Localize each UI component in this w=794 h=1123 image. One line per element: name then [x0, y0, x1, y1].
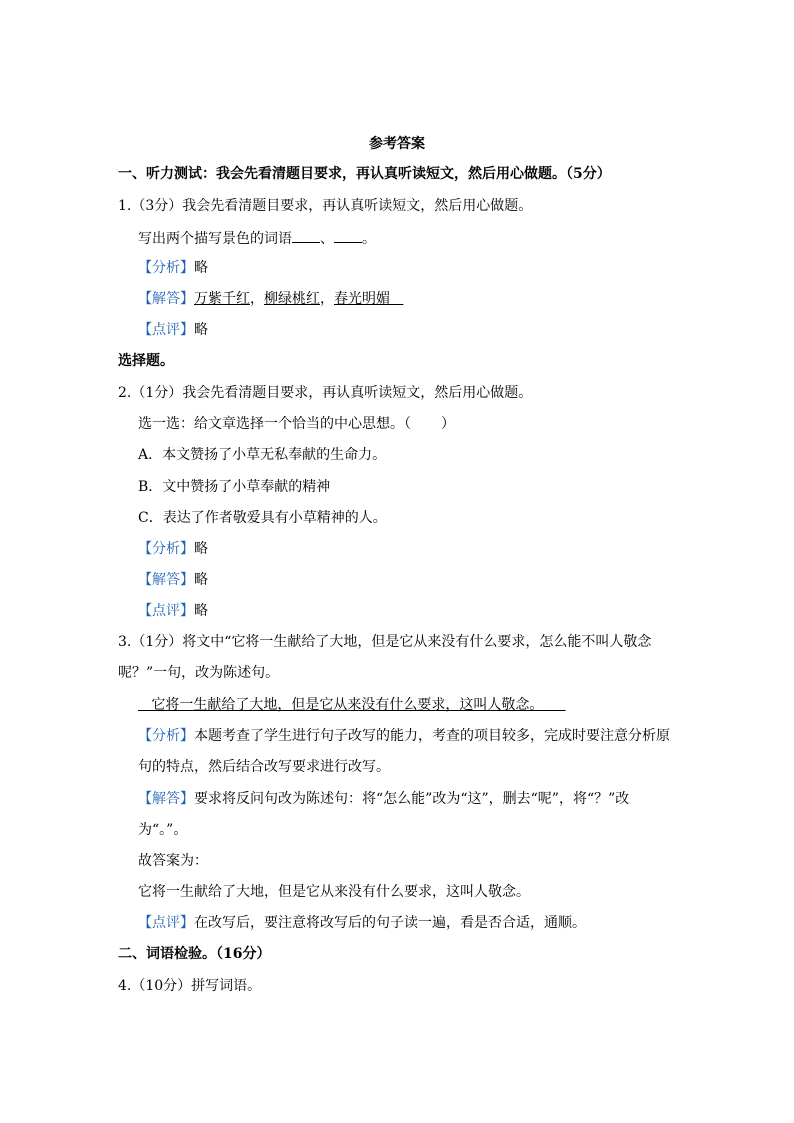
q1-analysis-text: 略 [194, 260, 208, 276]
q1-answer-tag: 【解答】 [138, 291, 194, 307]
q3-analysis-line-2: 句的特点，然后结合改写要求进行改写。 [138, 759, 390, 775]
q3-stem-line-2: 呢？”一句，改为陈述句。 [118, 665, 280, 681]
q1-answer-sep-1: ， [250, 291, 264, 307]
q2-option-b: B．文中赞扬了小草奉献的精神 [138, 479, 331, 495]
section-2-heading: 二、词语检验。（16分） [118, 946, 271, 962]
q3-filled-answer [138, 695, 566, 715]
q2-comment-tag: 【点评】 [138, 603, 194, 619]
q1-comment-tag: 【点评】 [138, 322, 194, 338]
q3-filled-text: 它将一生献给了大地，但是它从来没有什么要求，这叫人敬念。 [151, 697, 544, 713]
q2-prompt [138, 414, 455, 434]
q1-answer-sep-2: ， [320, 291, 334, 307]
q3-comment [138, 913, 586, 933]
q2-answer [138, 570, 208, 590]
q3-answer-text-1: 要求将反问句改为陈述句：将“怎么能”改为“这”，删去“呢”，将“？”改 [194, 791, 630, 807]
q3-analysis-tag: 【分析】 [138, 728, 194, 744]
q1-analysis-tag: 【分析】 [138, 260, 194, 276]
q2-stem: 2.（1分）我会先看清题目要求，再认真听读短文，然后用心做题。 [118, 385, 533, 401]
q2-answer-tag: 【解答】 [138, 572, 194, 588]
q3-analysis-line-1 [138, 726, 670, 746]
q1-blank-2 [334, 228, 362, 243]
q2-prompt-text: 选一选：给文章选择一个恰当的中心思想。（ [138, 416, 411, 432]
choice-heading: 选择题。 [118, 353, 174, 369]
q3-comment-tag: 【点评】 [138, 915, 194, 931]
q3-answer-line-3: 故答案为： [138, 853, 208, 869]
q1-answer-1: 万紫千红 [194, 291, 250, 307]
q2-prompt-end: ） [441, 416, 455, 432]
section-1-heading: 一、听力测试：我会先看清题目要求，再认真听读短文，然后用心做题。（5分） [118, 166, 611, 182]
q1-analysis [138, 258, 208, 278]
q1-prompt-end: 。 [362, 231, 376, 247]
q3-analysis-text-1: 本题考查了学生进行句子改写的能力，考查的项目较多，完成时要注意分析原 [194, 728, 670, 744]
q2-analysis-text: 略 [194, 541, 208, 557]
q1-answer [138, 289, 403, 309]
q2-option-a: A．本文赞扬了小草无私奉献的生命力。 [138, 447, 387, 463]
q1-comment [138, 320, 208, 340]
q3-answer-line-1 [138, 789, 629, 809]
q1-blank-1 [292, 228, 320, 243]
q1-prompt [138, 228, 376, 249]
q2-answer-text: 略 [194, 572, 208, 588]
q1-prompt-sep: 、 [320, 231, 334, 247]
q3-answer-tag: 【解答】 [138, 791, 194, 807]
q3-answer-line-2: 为“。”。 [138, 822, 188, 838]
q1-answer-trail [390, 291, 403, 307]
q3-stem-line-1: 3.（1分）将文中“它将一生献给了大地，但是它从来没有什么要求，怎么能不叫人敬念 [118, 634, 652, 650]
q3-answer-line-4: 它将一生献给了大地，但是它从来没有什么要求，这叫人敬念。 [138, 884, 530, 900]
q2-option-c: C．表达了作者敬爱具有小草精神的人。 [138, 510, 387, 526]
q2-comment-text: 略 [194, 603, 208, 619]
q2-comment [138, 601, 208, 621]
q1-prompt-text: 写出两个描写景色的词语 [138, 231, 292, 247]
q3-filled-lead [138, 697, 151, 713]
q3-filled-trail [543, 697, 565, 713]
q1-comment-text: 略 [194, 322, 208, 338]
q4-stem: 4.（10分）拼写词语。 [118, 978, 262, 994]
q1-answer-2: 柳绿桃红 [264, 291, 320, 307]
q1-answer-3: 春光明媚 [334, 291, 390, 307]
q2-analysis [138, 539, 208, 559]
page-title: 参考答案 [369, 136, 425, 152]
q1-stem: 1.（3分）我会先看清题目要求，再认真听读短文，然后用心做题。 [118, 198, 533, 214]
q2-analysis-tag: 【分析】 [138, 541, 194, 557]
q3-comment-text: 在改写后，要注意将改写后的句子读一遍，看是否合适，通顺。 [194, 915, 586, 931]
